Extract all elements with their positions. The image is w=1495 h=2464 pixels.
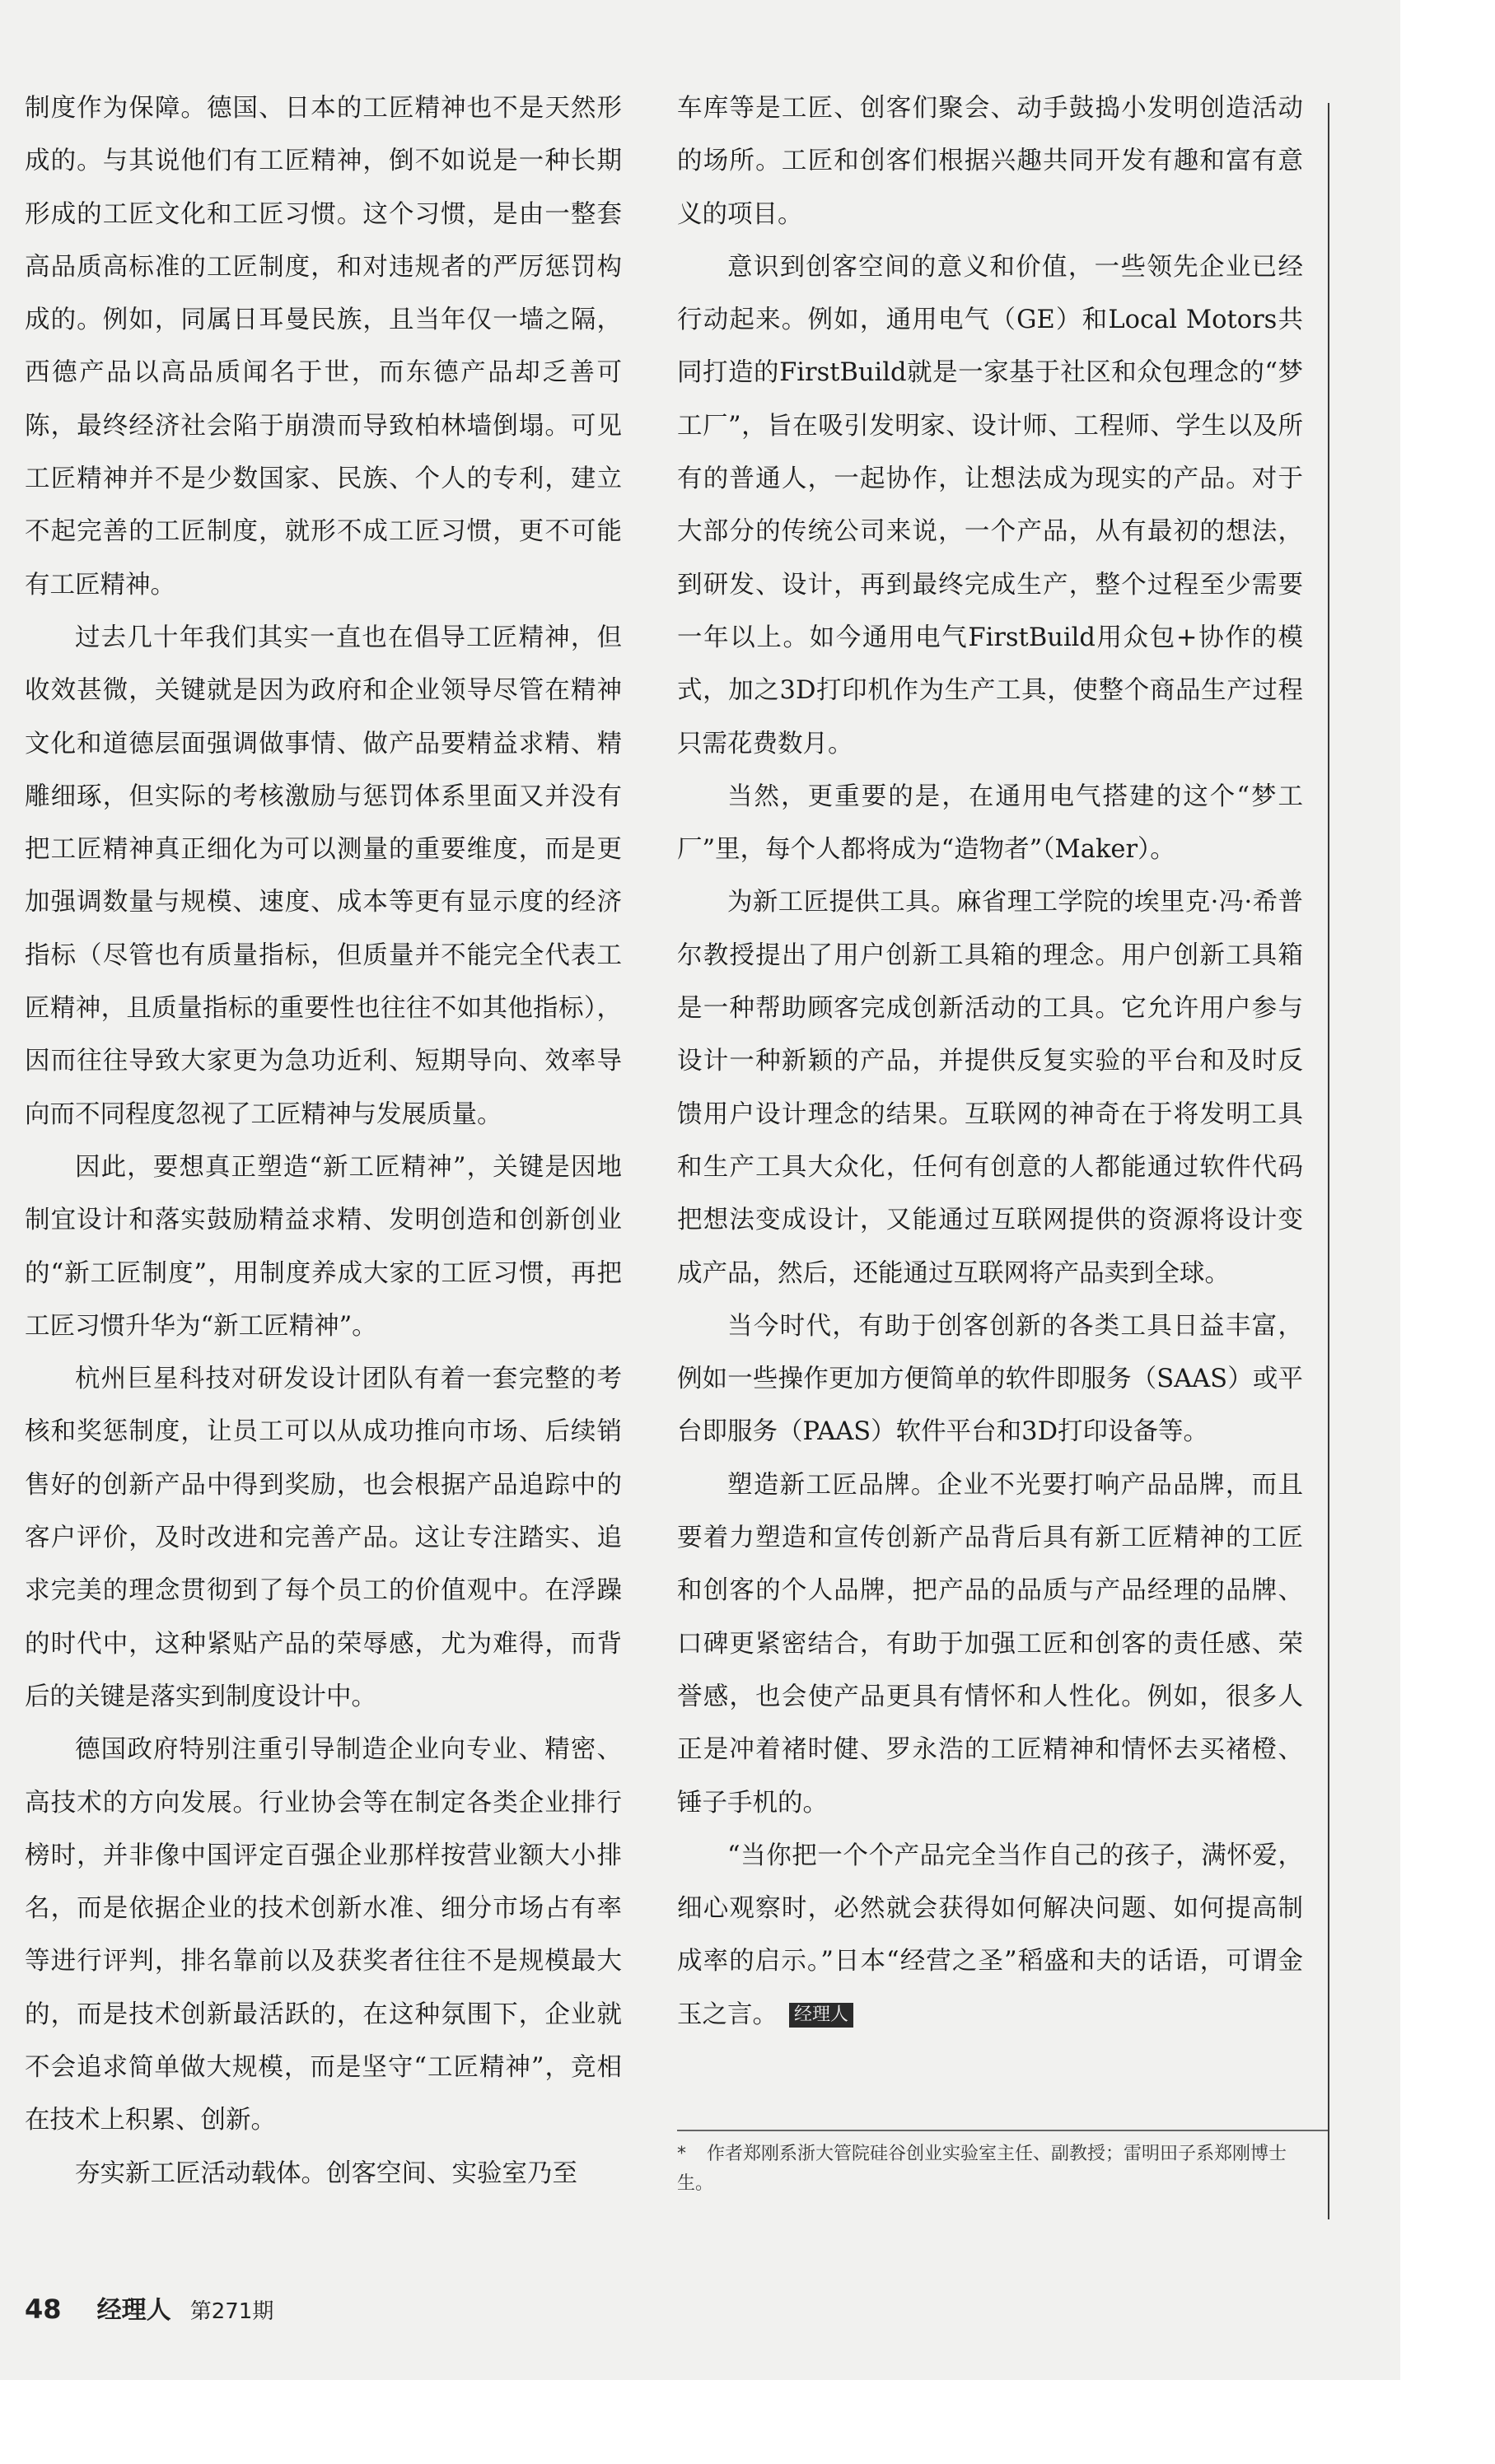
paragraph-institution-guarantee: 制度作为保障。德国、日本的工匠精神也不是天然形成的。与其说他们有工匠精神，倒不如说是一种长期形成的工匠文化和工匠习惯。这个习惯，是由一整套高品质高标准的工匠制度，和对违规者的严厉惩罚构成的。例如，同属日耳曼民族，且当年仅一墙之隔，西德产品以高品质闻名于世，而东德产品却乏善可陈，最终经济社会陷于崩溃而导致柏林墙倒塌。可见工匠精神并不是少数国家、民族、个人的专利，建立不起完善的工匠制度，就形不成工匠习惯，更不可能有工匠精神。 [25,94,622,600]
paragraph-inamori-quote [677,1830,1303,2042]
end-mark-badge: 经理人 [789,2003,853,2028]
footnote-divider [677,2130,1328,2131]
paragraph-new-craftsman-system: 因此，要想真正塑造“新工匠精神”，关键是因地制宜设计和落实鼓励精益求精、发明创造和创新创业的“新工匠制度”，用制度养成大家的工匠习惯，再把工匠习惯升华为“新工匠精神”。 [25,1152,622,1341]
column-rule [1328,103,1329,2219]
paragraph-brand: 塑造新工匠品牌。企业不光要打响产品品牌，而且要着力塑造和宣传创新产品背后具有新工匠精神的工匠和创客的个人品牌，把产品的品质与产品经理的品牌、口碑更紧密结合，有助于加强工匠和创客的责任感、荣誉感，也会使产品更具有情怀和人性化。例如，很多人正是冲着褚时健、罗永浩的工匠精神和情怀去买褚橙、锤子手机的。 [677,1470,1303,1818]
right-text-column [677,82,1303,2042]
author-footnote [677,2140,1311,2199]
paragraph-dream-factory: 当然，更重要的是，在通用电气搭建的这个“梦工厂”里，每个人都将成为“造物者”（Maker）。 [677,782,1303,865]
page-number: 48 [25,2294,62,2325]
paragraph-german-government: 德国政府特别注重引导制造企业向专业、精密、高技术的方向发展。行业协会等在制定各类企业排行榜时，并非像中国评定百强企业那样按营业额大小排名，而是依据企业的技术创新水准、细分市场占有率等进行评判，排名靠前以及获奖者往往不是规模最大的，而是技术创新最活跃的，在这种氛围下，企业就不会追求简单做大规模，而是坚守“工匠精神”，竞相在技术上积累、创新。 [25,1735,622,2135]
quote-text: “当你把一个个产品完全当作自己的孩子，满怀爱，细心观察时，必然就会获得如何解决问题、如何提高制成率的启示。”日本“经营之圣”稻盛和夫的话语，可谓金玉之言。 [677,1841,1303,2029]
paragraph-saas-paas: 当今时代，有助于创客创新的各类工具日益丰富，例如一些操作更加方便简单的软件即服务（SAAS）或平台即服务（PAAS）软件平台和3D打印设备等。 [677,1311,1303,1447]
paragraph-user-toolkit: 为新工匠提供工具。麻省理工学院的埃里克·冯·希普尔教授提出了用户创新工具箱的理念。用户创新工具箱是一种帮助顾客完成创新活动的工具。它允许用户参与设计一种新颖的产品，并提供反复实验的平台和及时反馈用户设计理念的结果。互联网的神奇在于将发明工具和生产工具大众化，任何有创意的人都能通过软件代码把想法变成设计，又能通过互联网提供的资源将设计变成产品，然后，还能通过互联网将产品卖到全球。 [677,888,1303,1288]
paragraph-firstbuild: 意识到创客空间的意义和价值，一些领先企业已经行动起来。例如，通用电气（GE）和Local Motors共同打造的FirstBuild就是一家基于社区和众包理念的“梦工厂”，旨在吸引发明家、设计师、工程师、学生以及所有的普通人，一起协作，让想法成为现实的产品。对于大部分的传统公司来说，一个产品，从有最初的想法，到研发、设计，再到最终完成生产，整个过程至少需要一年以上。如今通用电气FirstBuild用众包+协作的模式，加之3D打印机作为生产工具，使整个商品生产过程只需花费数月。 [677,252,1303,758]
paragraph-hangzhou-great-star: 杭州巨星科技对研发设计团队有着一套完整的考核和奖惩制度，让员工可以从成功推向市场、后续销售好的创新产品中得到奖励，也会根据产品追踪中的客户评价，及时改进和完善产品。这让专注踏实、追求完美的理念贯彻到了每个员工的价值观中。在浮躁的时代中，这种紧贴产品的荣辱感，尤为难得，而背后的关键是落实到制度设计中。 [25,1365,622,1711]
left-text-column [25,82,622,2200]
footnote-text: 作者郑刚系浙大管院硅谷创业实验室主任、副教授；雷明田子系郑刚博士生。 [677,2144,1287,2194]
footnote-asterisk: * [677,2144,686,2164]
page-footer [25,2289,273,2326]
paragraph-past-decades: 过去几十年我们其实一直也在倡导工匠精神，但收效甚微，关键就是因为政府和企业领导尽管在精神文化和道德层面强调做事情、做产品要精益求精、精雕细琢，但实际的考核激励与惩罚体系里面又并没有把工匠精神真正细化为可以测量的重要维度，而是更加强调数量与规模、速度、成本等更有显示度的经济指标（尽管也有质量指标，但质量并不能完全代表工匠精神，且质量指标的重要性也往往不如其他指标），因而往往导致大家更为急功近利、短期导向、效率导向而不同程度忽视了工匠精神与发展质量。 [25,623,622,1129]
magazine-name: 经理人 [96,2296,171,2325]
paragraph-activity-carrier: 夯实新工匠活动载体。创客空间、实验室乃至 [75,2158,577,2188]
paragraph-garage-makers: 车库等是工匠、创客们聚会、动手鼓捣小发明创造活动的场所。工匠和创客们根据兴趣共同开发有趣和富有意义的项目。 [677,94,1303,229]
issue-number: 第271期 [189,2299,274,2324]
